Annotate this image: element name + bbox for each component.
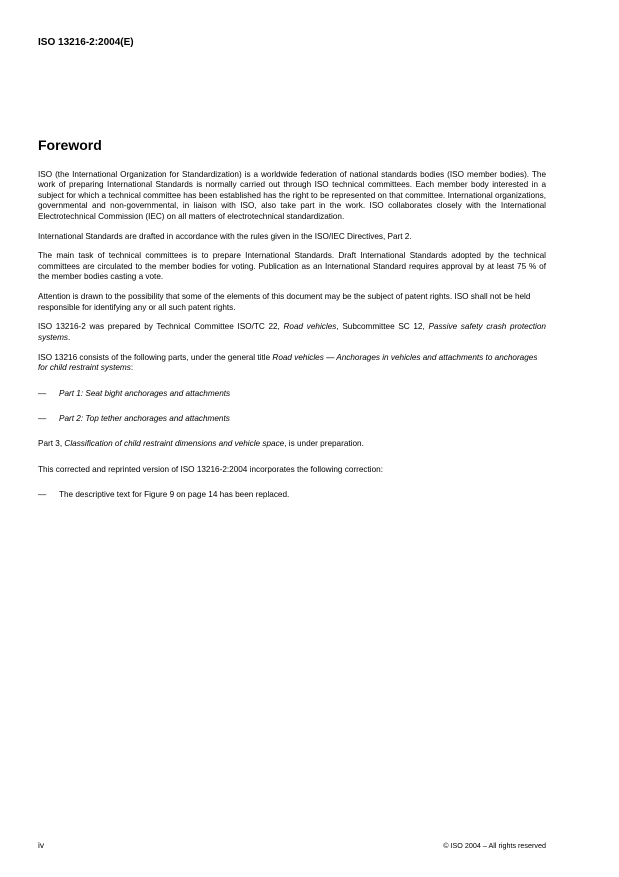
general-title: Road vehicles — Anchorages in vehicles and attachments to anchorages for child restraint systems [38,352,538,373]
paragraph-iso-intro: ISO (the International Organization for Standardization) is a worldwide federation of national standards bodies (ISO member bodies). The work of preparing International Standards is normally carried out through ISO technical committees. Each member body interested in a subject for which a technical committee has been established has the right to be represented on that committee. International organizations, governmental and non-governmental, in liaison with ISO, also take part in the work. ISO collaborates closely with the International Electrotechnical Commission (IEC) on all matters of electrotechnical standardization. [38,170,546,221]
page-title: Foreword [38,137,102,153]
parts-intro-prefix: ISO 13216 consists of the following parts, under the general title [38,352,273,362]
foreword-body [38,170,546,516]
prepared-by-middle: , Subcommittee SC 12, [336,322,429,332]
paragraph-prepared-by [38,322,546,343]
subcommittee-title: Passive safety crash protection systems [38,322,546,342]
page-number: iv [38,840,45,850]
paragraph-parts-intro [38,353,546,374]
paragraph-committees: The main task of technical committees is to prepare International Standards. Draft International Standards adopted by the technical committees are circulated to the member bodies for voting. Publication as an International Standard requires approval by at least 75 % of the member bodies casting a vote. [38,251,546,282]
list-item-text: Part 1: Seat bight anchorages and attachments [59,388,231,398]
paragraph-correction-intro: This corrected and reprinted version of ISO 13216-2:2004 incorporates the following correction: [38,464,383,474]
part3-prefix: Part 3, [38,439,65,449]
list-item [38,490,546,500]
committee-title: Road vehicles [283,322,337,332]
list-item [38,414,546,424]
list-item [38,389,546,399]
dash-bullet: — [38,414,47,423]
list-item-text: The descriptive text for Figure 9 on page 14 has been replaced. [59,490,290,500]
prepared-by-prefix: ISO 13216-2 was prepared by Technical Committee ISO/TC 22, [38,322,284,332]
part3-suffix: , is under preparation. [284,439,364,449]
copyright-notice: © ISO 2004 – All rights reserved [443,841,546,850]
part3-title: Classification of child restraint dimensions and vehicle space [64,439,285,449]
prepared-by-suffix: . [68,332,71,342]
parts-intro-suffix: : [130,363,134,373]
list-item-text: Part 2: Top tether anchorages and attachments [59,414,230,423]
paragraph-patent: Attention is drawn to the possibility that some of the elements of this document may be the subject of patent rights. ISO shall not be held responsible for identifying any or all such patent rights. [38,292,531,312]
dash-bullet: — [38,388,47,398]
document-id-header: ISO 13216-2:2004(E) [38,37,134,48]
paragraph-part3 [38,439,546,449]
paragraph-directives: International Standards are drafted in accordance with the rules given in the ISO/IEC Directives, Part 2. [38,231,412,241]
dash-bullet: — [38,490,47,500]
